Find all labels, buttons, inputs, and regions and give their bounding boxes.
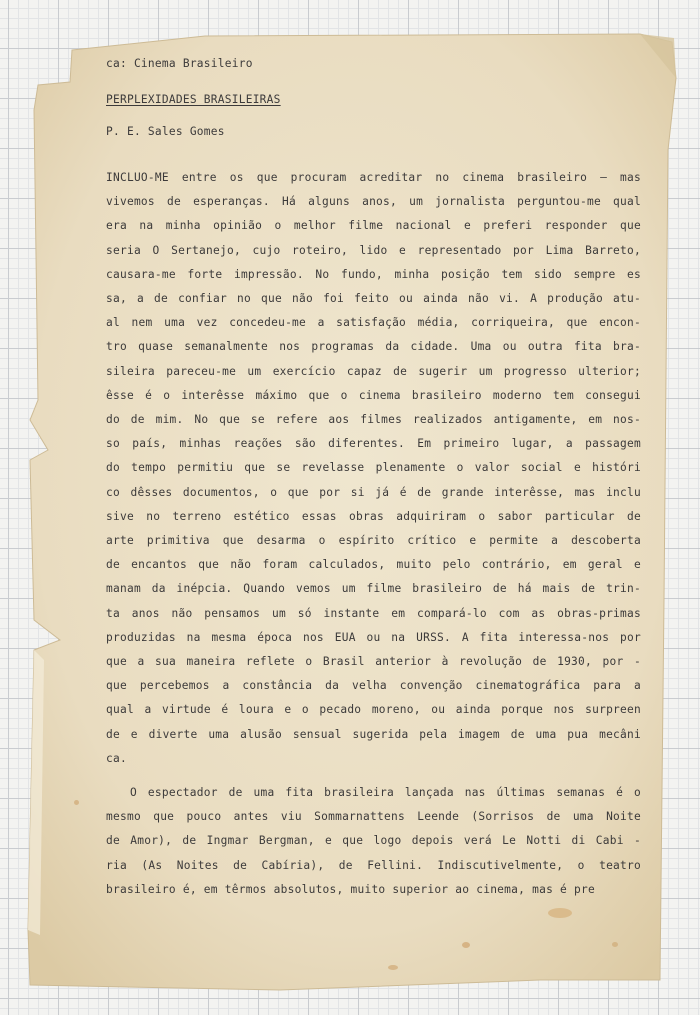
typed-line: que percebemos a constância da velha convenção cinematográfica para a (106, 679, 641, 693)
typed-line: era na minha opinião o melhor filme nacional e preferi responder que (106, 219, 641, 233)
typed-line: so país, minhas reações são diferentes. Em primeiro lugar, a passagem (106, 437, 641, 451)
author-line: P. E. Sales Gomes (106, 125, 225, 138)
typed-line: al nem uma vez concedeu-me a satisfação média, corriqueira, que encon- (106, 316, 641, 330)
typed-line: arte primitiva que desarma o espírito crítico e permite a descoberta (106, 534, 641, 547)
typed-line: de e diverte uma alusão sensual sugerida pela imagem de uma pua mecâni (106, 727, 641, 741)
foxing-stain (548, 908, 572, 918)
typed-line: sa, a de confiar no que não foi feito ou ainda não vi. A produção atu- (106, 292, 641, 305)
foxing-stain (612, 942, 618, 947)
typed-line: sileira pareceu-me um exercício capaz de sugerir um progresso ulterior; (106, 364, 641, 378)
foxing-stain (388, 965, 398, 970)
typed-line: brasileiro é, em têrmos absolutos, muito superior ao cinema, mas é pre (106, 882, 595, 896)
typed-line: co dêsses documentos, o que por si já é de grande interêsse, mas inclu (106, 485, 641, 499)
article-title: PERPLEXIDADES BRASILEIRAS (106, 93, 281, 106)
typed-line: êsse é o interêsse máximo que o cinema brasileiro moderno tem consegui (106, 388, 641, 402)
foxing-stain (74, 800, 79, 805)
typed-line: INCLUO-ME entre os que procuram acreditar no cinema brasileiro — mas (106, 171, 641, 184)
typed-line: seria O Sertanejo, cujo roteiro, lido e representado por Lima Barreto, (106, 243, 641, 257)
typed-line: ta anos não pensamos um só instante em compará-lo com as obras-primas (106, 606, 641, 620)
typed-line: tro quase semanalmente nos programas da cidade. Uma ou outra fita bra- (106, 340, 641, 354)
typed-line: O espectador de uma fita brasileira lançada nas últimas semanas é o (130, 786, 641, 799)
typed-line: de encantos que não foram calculados, muito pelo contrário, em geral e (106, 558, 641, 572)
typed-line: que a sua maneira reflete o Brasil anterior à revolução de 1930, por - (106, 655, 641, 668)
typed-line: vivemos de esperanças. Há alguns anos, um jornalista perguntou-me qual (106, 195, 641, 209)
typed-line: causara-me forte impressão. No fundo, minha posição tem sido sempre es (106, 267, 641, 281)
typed-line: qual a virtude é loura e o pecado moreno, ou ainda porque nos surpreen (106, 703, 641, 717)
typed-line: produzidas na mesma época nos EUA ou na URSS. A fita interessa-nos por (106, 630, 641, 644)
typed-line: manam da inépcia. Quando vemos um filme brasileiro de há mais de trin- (106, 582, 641, 596)
typed-line: de Amor), de Ingmar Bergman, e que logo depois verá Le Notti di Cabi - (106, 834, 641, 848)
series-label: ca: Cinema Brasileiro (106, 57, 253, 70)
typed-line: ca. (106, 751, 127, 765)
typed-line: sive no terreno estético essas obras adquiriram o sabor particular de (106, 509, 641, 523)
typed-line: mesmo que pouco antes viu Sommarnattens Leende (Sorrisos de uma Noite (106, 810, 641, 824)
foxing-stain (462, 942, 470, 948)
typed-line: do de mim. No que se refere aos filmes realizados antigamente, em nos- (106, 413, 641, 426)
typed-line: do tempo permitiu que se revelasse plenamente o valor social e históri (106, 461, 641, 475)
typed-line: ria (As Noites de Cabíria), de Fellini. Indiscutivelmente, o teatro (106, 858, 641, 872)
